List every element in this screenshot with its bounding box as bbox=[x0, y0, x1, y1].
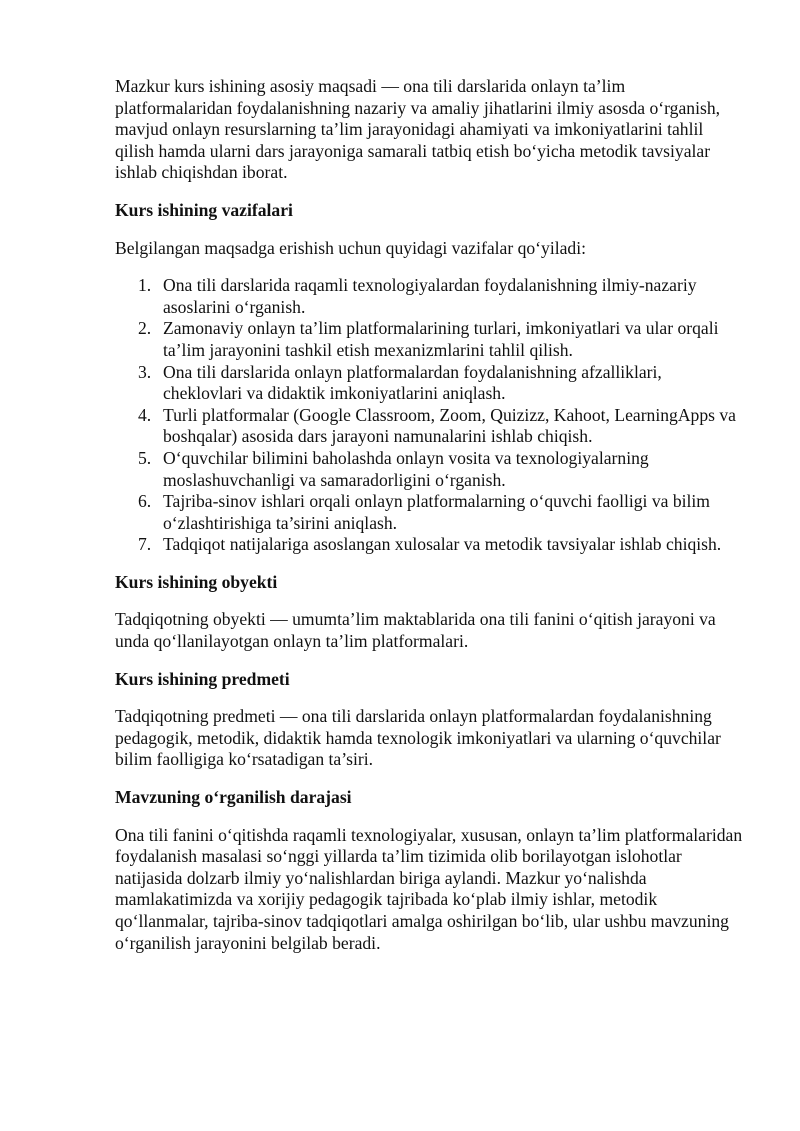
list-item bbox=[115, 491, 745, 534]
list-item-number: 3. bbox=[138, 361, 152, 382]
list-item-text: Tajriba-sinov ishlari orqali onlayn platformalarning o‘quvchi faolligi va bilim o‘zlashtirishiga ta’sirini aniqlash. bbox=[163, 491, 710, 533]
list-item-text: O‘quvchilar bilimini baholashda onlayn vosita va texnologiyalarning moslashuvchanligi va samaradorligini o‘rganish. bbox=[163, 447, 649, 490]
subject-paragraph: Tadqiqotning predmeti — ona tili darslarida onlayn platformalardan foydalanishning pedagogik, metodik, didaktik hamda texnologik imkoniyatlari va ularning o‘quvchilar bilim faolligiga ko‘rsatadigan ta’siri. bbox=[115, 706, 721, 770]
list-item-number: 6. bbox=[138, 491, 152, 512]
list-item bbox=[115, 448, 745, 491]
list-item bbox=[115, 405, 745, 448]
subject-heading: Kurs ishining predmeti bbox=[115, 668, 290, 689]
study-heading: Mavzuning o‘rganilish darajasi bbox=[115, 787, 352, 808]
tasks-list bbox=[115, 275, 745, 556]
document-page bbox=[115, 76, 745, 970]
tasks-lead: Belgilangan maqsadga erishish uchun quyidagi vazifalar qo‘yiladi: bbox=[115, 237, 586, 258]
list-item bbox=[115, 275, 745, 318]
object-heading: Kurs ishining obyekti bbox=[115, 571, 278, 592]
list-item-number: 7. bbox=[138, 534, 152, 555]
list-item-number: 2. bbox=[138, 318, 152, 339]
list-item bbox=[115, 534, 745, 556]
list-item bbox=[115, 362, 745, 405]
study-paragraph: Ona tili fanini o‘qitishda raqamli texnologiyalar, xususan, onlayn ta’lim platformalaridan foydalanish masalasi so‘nggi yillarda ta’lim tizimida olib borilayotgan islohotlar natijasida dolzarb ilmiy yo‘nalishlardan biriga aylandi. Mazkur yo‘nalishda mamlakatimizda va xorijiy pedagogik tajribada ko‘plab ilmiy ishlar, metodik qo‘llanmalar, tajriba-sinov tadqiqotlari amalga oshirilgan bo‘lib, ular ushbu mavzuning o‘rganilish jarayonini belgilab beradi. bbox=[115, 824, 743, 953]
list-item-number: 4. bbox=[138, 404, 152, 425]
list-item-text: Ona tili darslarida onlayn platformalardan foydalanishning afzalliklari, cheklovlari va didaktik imkoniyatlarini aniqlash. bbox=[163, 361, 662, 404]
list-item bbox=[115, 318, 745, 361]
list-item-number: 5. bbox=[138, 447, 152, 468]
object-paragraph: Tadqiqotning obyekti — umumta’lim maktablarida ona tili fanini o‘qitish jarayoni va unda qo‘llanilayotgan onlayn ta’lim platformalari. bbox=[115, 609, 716, 652]
list-item-text: Turli platformalar (Google Classroom, Zoom, Quizizz, Kahoot, LearningApps va boshqalar) asosida dars jarayoni namunalarini ishlab chiqish. bbox=[163, 404, 736, 447]
list-item-text: Ona tili darslarida raqamli texnologiyalardan foydalanishning ilmiy-nazariy asoslarini o‘rganish. bbox=[163, 275, 697, 317]
list-item-text: Tadqiqot natijalariga asoslangan xulosalar va metodik tavsiyalar ishlab chiqish. bbox=[163, 534, 722, 555]
list-item-text: Zamonaviy onlayn ta’lim platformalarining turlari, imkoniyatlari va ular orqali ta’lim jarayonini tashkil etish mexanizmlarini tahlil qilish. bbox=[163, 318, 719, 360]
list-item-number: 1. bbox=[138, 275, 152, 296]
tasks-heading: Kurs ishining vazifalari bbox=[115, 199, 293, 220]
intro-paragraph: Mazkur kurs ishining asosiy maqsadi — ona tili darslarida onlayn ta’lim platformalaridan foydalanishning nazariy va amaliy jihatlarini ilmiy asosda o‘rganish, mavjud onlayn resurslarning ta’lim jarayonidagi ahamiyati va imkoniyatlarini tahlil qilish hamda ularni dars jarayoniga samarali tatbiq etish bo‘yicha metodik tavsiyalar ishlab chiqishdan iborat. bbox=[115, 76, 721, 183]
